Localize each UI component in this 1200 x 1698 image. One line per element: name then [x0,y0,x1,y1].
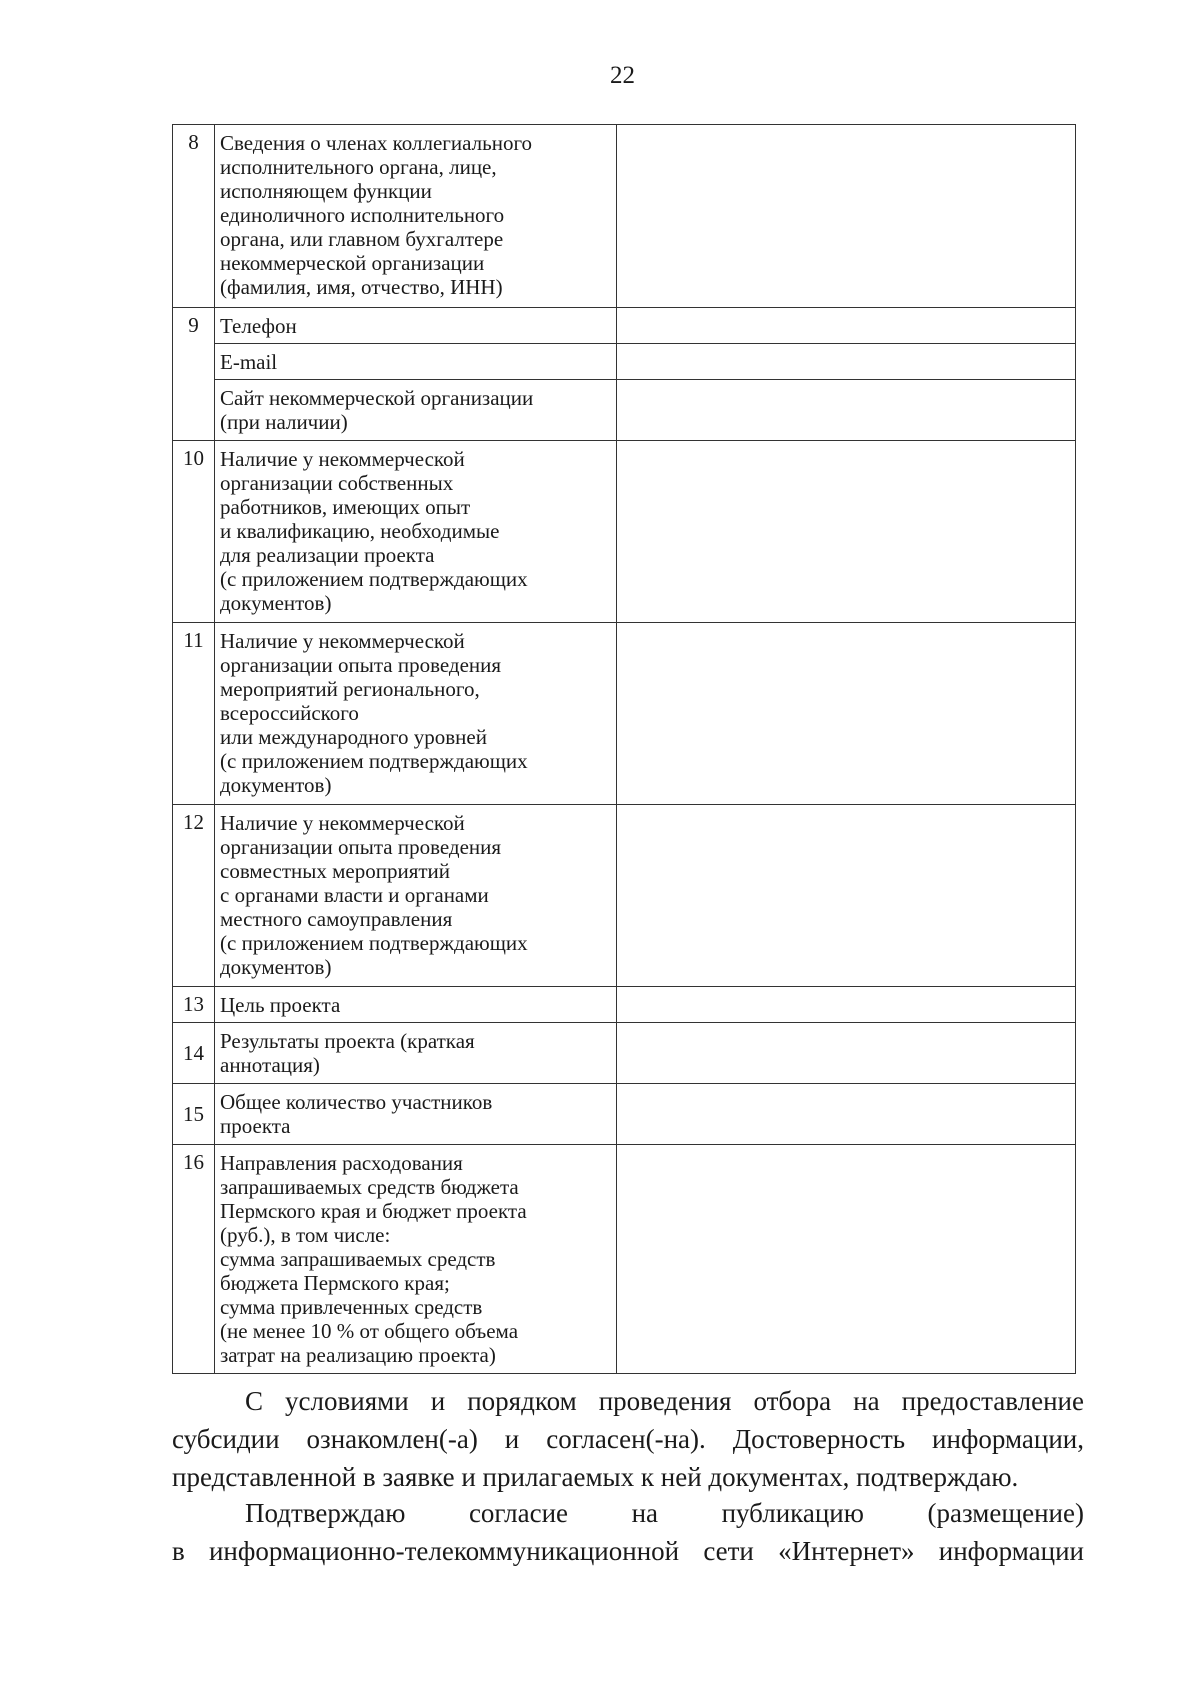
table-row [173,805,1076,987]
table-row [173,308,1076,344]
row-number: 11 [173,623,215,805]
row-value-cell[interactable] [617,308,1076,344]
row-label: Сведения о членах коллегиального исполнительного органа, лице, исполняющем функции единоличного исполнительного органа, или главном бухгалтере некоммерческой организации (фамилия, имя, отчество, ИНН) [215,125,617,308]
table-row [173,987,1076,1023]
row-label: Цель проекта [215,987,617,1023]
word: публикацию [721,1498,864,1528]
row-label: E-mail [215,344,617,380]
row-value-cell[interactable] [617,344,1076,380]
table-row [173,1084,1076,1145]
row-number: 14 [173,1023,215,1084]
row-value-cell[interactable] [617,1084,1076,1145]
row-value-cell[interactable] [617,623,1076,805]
publication-consent-paragraph [172,1494,1084,1570]
row-number: 15 [173,1084,215,1145]
row-value-cell[interactable] [617,125,1076,308]
word: на [631,1498,659,1528]
row-label: Наличие у некоммерческой организации собственных работников, имеющих опыт и квалификацию, необходимые для реализации проекта (с приложением подтверждающих документов) [215,441,617,623]
row-number: 13 [173,987,215,1023]
word: Подтверждаю [245,1498,406,1528]
consent-paragraph: С условиями и порядком проведения отбора на предоставление субсидии ознакомлен(-а) и согласен(-на). Достоверность информации, представленной в заявке и прилагаемых к ней документах, подтверждаю. [172,1386,1084,1492]
row-label: Сайт некоммерческой организации (при наличии) [215,380,617,441]
table-row [173,441,1076,623]
row-value-cell[interactable] [617,987,1076,1023]
row-value-cell[interactable] [617,805,1076,987]
word: (размещение) [927,1498,1084,1528]
row-label: Общее количество участников проекта [215,1084,617,1145]
row-number: 9 [173,308,215,441]
paragraph-second-line: в информационно-телекоммуникационной сети «Интернет» информации [172,1536,1084,1566]
table-row [173,380,1076,441]
table-row [173,1145,1076,1374]
table-row [173,344,1076,380]
row-label: Результаты проекта (краткая аннотация) [215,1023,617,1084]
table-row [173,623,1076,805]
row-number: 10 [173,441,215,623]
row-label: Наличие у некоммерческой организации опыта проведения совместных мероприятий с органами власти и органами местного самоуправления (с приложением подтверждающих документов) [215,805,617,987]
page-number: 22 [610,62,635,89]
table-row [173,125,1076,308]
row-label: Наличие у некоммерческой организации опыта проведения мероприятий регионального, всероссийского или международного уровней (с приложением подтверждающих документов) [215,623,617,805]
row-label: Телефон [215,308,617,344]
table-row [173,1023,1076,1084]
row-number: 8 [173,125,215,308]
row-value-cell[interactable] [617,1023,1076,1084]
row-value-cell[interactable] [617,1145,1076,1374]
application-form-table [172,124,1076,1374]
row-label: Направления расходования запрашиваемых средств бюджета Пермского края и бюджет проекта (руб.), в том числе: сумма запрашиваемых средств бюджета Пермского края; сумма привлеченных средств (не менее 10 % от общего объема затрат на реализацию проекта) [215,1145,617,1374]
row-number: 16 [173,1145,215,1374]
row-value-cell[interactable] [617,380,1076,441]
paragraph-first-line [172,1494,1084,1532]
row-value-cell[interactable] [617,441,1076,623]
row-number: 12 [173,805,215,987]
word: согласие [468,1498,569,1528]
